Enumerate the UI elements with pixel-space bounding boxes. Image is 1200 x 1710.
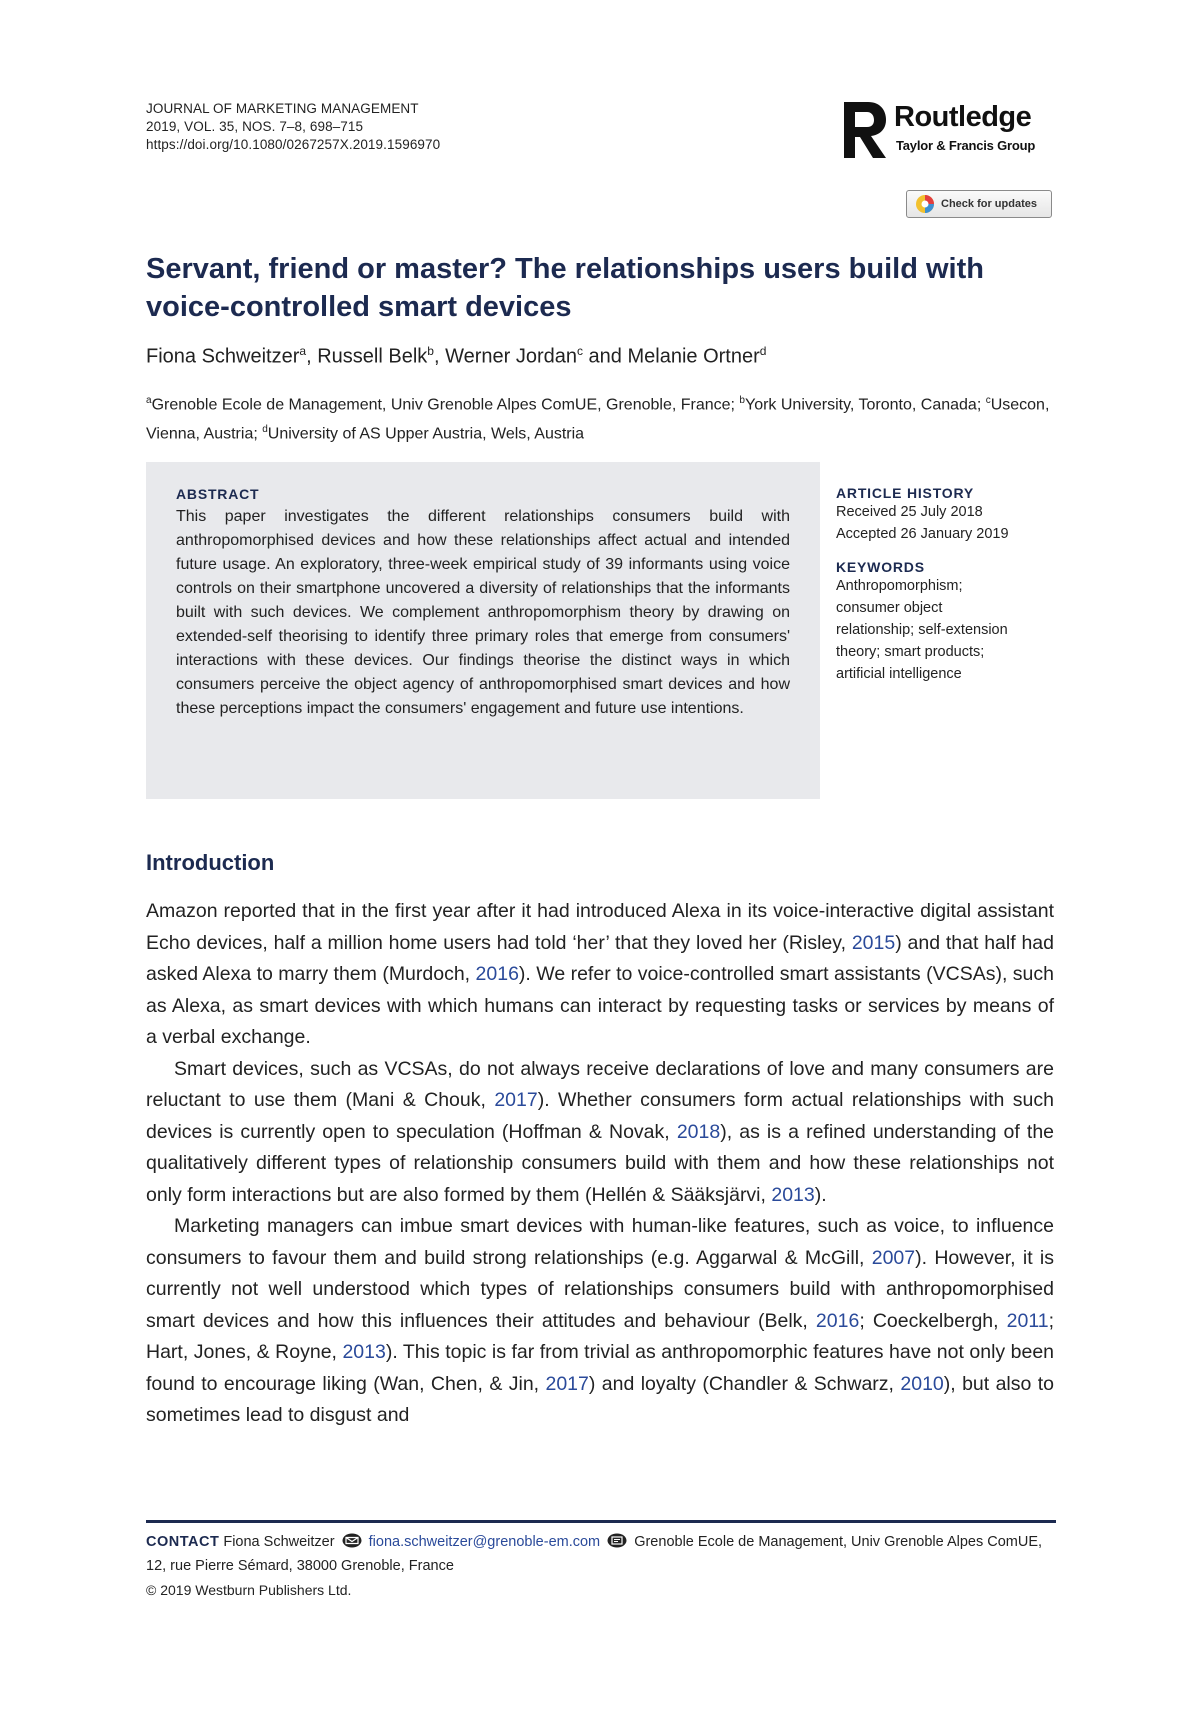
body-paragraph: [146, 896, 1054, 1054]
article-history-heading: ARTICLE HISTORY: [836, 485, 975, 501]
author-affiliation-marker: d: [759, 344, 767, 358]
body-text-run: Amazon reported that in the first year after it had introduced Alexa in its voice-interactive digital assistant Echo devices, half a million home users had told ‘her’ that they loved her (Risley,: [146, 900, 1054, 954]
author-name: Fiona Schweitzer: [146, 345, 300, 368]
body-text-run: ). This topic is far from trivial as anthropomorphic features have not only been found to encourage liking (Wan, Chen, & Jin,: [146, 1341, 1055, 1395]
crossmark-icon: [915, 194, 935, 214]
author-name: Werner Jordan: [445, 345, 577, 368]
contact-email-link[interactable]: fiona.schweitzer@grenoble-em.com: [368, 1534, 601, 1550]
body-text-run: ; Hart, Jones, & Royne,: [146, 1309, 1054, 1363]
citation-link[interactable]: 2017: [545, 1372, 589, 1395]
introduction-body: [146, 896, 1054, 1432]
citation-link[interactable]: 2013: [771, 1183, 815, 1206]
check-updates-label: Check for updates: [941, 198, 1037, 210]
body-text-run: ), as is a refined understanding of the qualitatively different types of relationship consumers build with them and how these relationships not only form interactions but are also formed by them (Hellén & Sääksjärvi,: [146, 1120, 1055, 1206]
body-text-run: Marketing managers can imbue smart devices with human-like features, such as voice, to influence consumers to favour them and build strong relationships (e.g. Aggarwal & McGill,: [146, 1215, 1054, 1269]
keywords-heading: KEYWORDS: [836, 559, 925, 575]
body-text-run: ) and that half had asked Alexa to marry them (Murdoch,: [146, 931, 1054, 985]
footer-rule: [146, 1520, 1056, 1523]
address-icon: [607, 1533, 627, 1548]
affiliation-text: York University, Toronto, Canada;: [744, 396, 986, 414]
keyword-line: Anthropomorphism;: [836, 578, 963, 594]
keyword-line: consumer object: [836, 600, 943, 616]
body-text-run: ; Coeckelbergh,: [859, 1309, 1007, 1332]
body-paragraph: [146, 1211, 1054, 1432]
received-date: Received 25 July 2018: [836, 504, 983, 520]
author-name: Melanie Ortner: [627, 345, 760, 368]
citation-link[interactable]: 2013: [342, 1341, 386, 1363]
publisher-name: Routledge: [894, 101, 1032, 133]
keyword-line: relationship; self-extension: [836, 622, 1008, 638]
keyword-line: theory; smart products;: [836, 644, 985, 660]
abstract-box: [146, 462, 820, 799]
body-text-run: ). However, it is currently not well understood which types of relationships consumers build with anthropomorphised smart devices and how this influences their attitudes and behaviour (Belk,: [146, 1246, 1054, 1332]
author-affiliation-marker: a: [299, 344, 307, 358]
citation-link[interactable]: 2010: [900, 1372, 944, 1395]
contact-label: CONTACT: [146, 1534, 220, 1550]
abstract-text: This paper investigates the different relationships consumers build with anthropomorphised devices and how these relationships affect actual and intended future usage. An exploratory, three-week empirical study of 39 informants using voice controls on their smartphone uncovered a diversity of relationships that the informants built with such devices. We complement anthropomorphism theory by drawing on extended-self theorising to identify three primary roles that emerge from consumers' interactions with these devices. Our findings theorise the distinct ways in which consumers perceive the object agency of anthropomorphised smart devices and how these perceptions impact the consumers' engagement and future use intentions.: [176, 508, 790, 717]
body-text-run: ). We refer to voice-controlled smart assistants (VCSAs), such as Alexa, as smart devices with which humans can interact by requesting tasks or services by means of a verbal exchange.: [146, 963, 1054, 1048]
check-for-updates-button[interactable]: [906, 190, 1052, 218]
citation-link[interactable]: 2016: [815, 1309, 860, 1332]
author-list: Fiona Schweitzer$^a$, Russell Belk$^b$, Werner Jordan$^c$ and Melanie Ortner$^d$: [146, 344, 767, 368]
publisher-logo: [842, 100, 1052, 162]
publisher-group: Taylor & Francis Group: [896, 138, 1036, 153]
introduction-heading: Introduction: [146, 850, 275, 875]
citation-link[interactable]: 2018: [676, 1120, 721, 1143]
body-text-run: ), but also to sometimes lead to disgust and: [146, 1372, 1055, 1426]
keyword-line: artificial intelligence: [836, 666, 962, 682]
affiliation-text: Usecon, Vienna, Austria;: [146, 396, 1050, 443]
accepted-date: Accepted 26 January 2019: [836, 526, 1009, 542]
routledge-r-icon: [842, 100, 888, 162]
email-icon: [342, 1533, 362, 1548]
body-text-run: ).: [814, 1183, 827, 1206]
article-title: Servant, friend or master? The relationships users build with voice-controlled smart devices: [146, 253, 984, 323]
citation-link[interactable]: 2007: [871, 1246, 916, 1269]
author-affiliation-marker: c: [577, 344, 583, 358]
abstract-heading: ABSTRACT: [176, 486, 260, 502]
body-text-run: ) and loyalty (Chandler & Schwarz,: [588, 1372, 901, 1395]
affiliation-text: University of AS Upper Austria, Wels, Austria: [267, 425, 585, 443]
copyright-notice: © 2019 Westburn Publishers Ltd.: [146, 1582, 352, 1598]
citation-link[interactable]: 2017: [494, 1089, 538, 1111]
affiliation-marker: a: [146, 395, 152, 406]
contact-info: [146, 1530, 1056, 1578]
body-paragraph: [146, 1054, 1054, 1212]
affiliation-marker: c: [985, 395, 991, 406]
citation-link[interactable]: 2015: [851, 931, 896, 954]
contact-name: Fiona Schweitzer: [223, 1534, 335, 1550]
affiliation-marker: d: [262, 424, 268, 436]
author-name: Russell Belk: [317, 345, 428, 368]
contact-address: Grenoble Ecole de Management, Univ Grenoble Alpes ComUE, 12, rue Pierre Sémard, 38000 Grenoble, France: [146, 1534, 1043, 1574]
journal-info: [146, 100, 440, 154]
author-affiliation-marker: b: [427, 344, 434, 358]
affiliations: [146, 388, 1066, 447]
keywords-list: [836, 575, 1066, 685]
doi-link[interactable]: https://doi.org/10.1080/0267257X.2019.1596970: [146, 137, 441, 152]
citation-link[interactable]: 2016: [475, 963, 519, 985]
affiliation-text: Grenoble Ecole de Management, Univ Grenoble Alpes ComUE, Grenoble, France;: [151, 396, 740, 414]
journal-name: JOURNAL OF MARKETING MANAGEMENT: [146, 101, 419, 116]
body-text-run: ). Whether consumers form actual relationships with such devices is currently open to speculation (Hoffman & Novak,: [146, 1089, 1054, 1143]
journal-volume: 2019, VOL. 35, NOS. 7–8, 698–715: [146, 119, 364, 134]
citation-link[interactable]: 2011: [1006, 1309, 1049, 1332]
article-sidebar: [836, 485, 1066, 685]
affiliation-marker: b: [739, 395, 745, 406]
body-text-run: Smart devices, such as VCSAs, do not always receive declarations of love and many consumers are reluctant to use them (Mani & Chouk,: [146, 1057, 1054, 1111]
